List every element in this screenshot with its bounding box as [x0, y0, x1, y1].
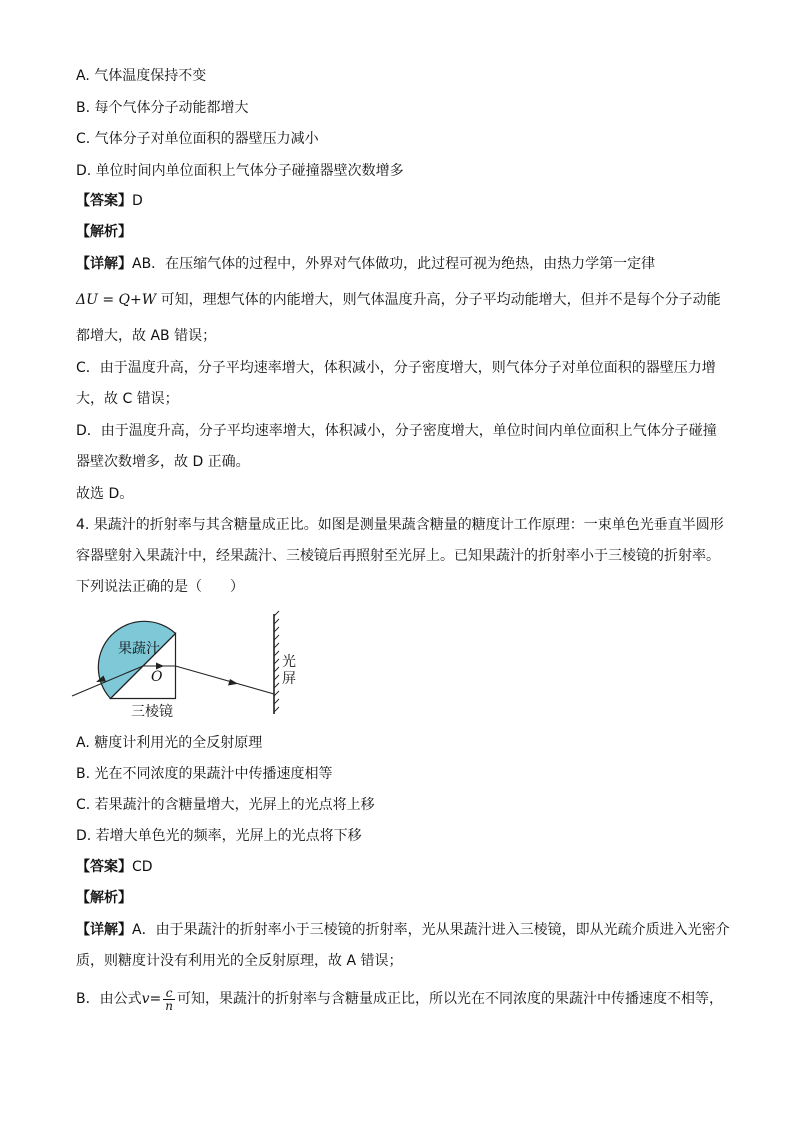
detail-text: B．由公式 — [76, 991, 142, 1007]
center-label-o: O — [151, 669, 163, 685]
q4-option-c: C. 若果蔬汁的含糖量增大，光屏上的光点将上移 — [76, 797, 375, 813]
fraction-denominator: n — [165, 998, 173, 1013]
detail-text: 可知，果蔬汁的折射率与含糖量成正比，所以光在不同浓度的果蔬汁中传播速度不相等， — [177, 991, 723, 1007]
first-law-formula: ΔU = Q+W — [76, 292, 157, 308]
detail-text: 可知，理想气体的内能增大，则气体温度升高，分子平均动能增大，但并不是每个分子动能 — [160, 292, 721, 308]
q4-detail-line-3: B．由公式v= $\frac{c}{n}$ 可知，果蔬汁的折射率与含糖量成正比，所以光在不同浓度的果蔬汁中传播速度不相等， — [76, 985, 723, 1013]
velocity-symbol: v — [141, 991, 150, 1007]
q4-option-b: B. 光在不同浓度的果蔬汁中传播速度相等 — [76, 766, 333, 782]
q3-answer — [76, 191, 143, 211]
detail-tag: 【详解】 — [76, 256, 132, 272]
screen-label-1: 光 — [282, 654, 296, 670]
q4-stem-line-3: 下列说法正确的是（ ） — [76, 579, 244, 595]
q4-analysis-tag: 【解析】 — [76, 890, 132, 906]
q3-detail-line-5: 大，故 C 错误； — [76, 391, 179, 407]
juice-semicircle — [98, 621, 175, 698]
answer-value: CD — [132, 859, 153, 875]
detail-text: A．由于果蔬汁的折射率小于三棱镜的折射率，光从果蔬汁进入三棱镜，即从光疏介质进入光密介 — [132, 922, 730, 938]
answer-tag: 【答案】 — [76, 193, 132, 209]
q3-conclusion: 故选 D。 — [76, 486, 134, 502]
q3-detail-line-4: C．由于温度升高，分子平均速率增大，体积减小，分子密度增大，则气体分子对单位面积的器壁压力增 — [76, 360, 716, 376]
q4-detail-line-2: 质，则糖度计没有利用光的全反射原理，故 A 错误； — [76, 953, 403, 969]
q3-option-a: A. 气体温度保持不变 — [76, 68, 207, 84]
answer-value: D — [132, 193, 143, 209]
fraction-numerator: c — [163, 987, 175, 1000]
q3-detail-line-7: 器壁次数增多，故 D 正确。 — [76, 454, 250, 470]
q4-option-d: D. 若增大单色光的频率，光屏上的光点将下移 — [76, 828, 362, 844]
q3-detail-line-2 — [76, 290, 721, 310]
q3-option-b: B. 每个气体分子动能都增大 — [76, 100, 249, 116]
q3-detail-line-1 — [76, 254, 655, 274]
answer-tag: 【答案】 — [76, 859, 132, 875]
q3-detail-line-3: 都增大，故 AB 错误； — [76, 328, 217, 344]
detail-text: AB．在压缩气体的过程中，外界对气体做功，此过程可视为绝热，由热力学第一定律 — [132, 256, 656, 272]
refractometer-diagram — [66, 610, 306, 722]
q3-analysis-tag: 【解析】 — [76, 224, 132, 240]
q4-stem-line-2: 容器壁射入果蔬汁中，经果蔬汁、三棱镜后再照射至光屏上。已知果蔬汁的折射率小于三棱镜的折射率。 — [76, 548, 720, 564]
q4-option-a: A. 糖度计利用光的全反射原理 — [76, 735, 263, 751]
juice-label: 果蔬汁 — [118, 641, 160, 657]
q4-answer — [76, 857, 153, 877]
detail-tag: 【详解】 — [76, 922, 132, 938]
q3-option-c: C. 气体分子对单位面积的器壁压力减小 — [76, 131, 319, 147]
ray-arrow-3 — [228, 679, 238, 686]
q4-detail-line-1 — [76, 920, 730, 940]
prism-label: 三棱镜 — [131, 704, 173, 720]
q3-detail-line-6: D．由于温度升高，分子平均速率增大，体积减小，分子密度增大，单位时间内单位面积上气体分子碰撞 — [76, 423, 717, 439]
q4-stem-line-1: 4. 果蔬汁的折射率与其含糖量成正比。如图是测量果蔬含糖量的糖度计工作原理：一束单色光垂直半圆形 — [76, 517, 724, 533]
speed-fraction — [163, 987, 175, 1012]
q3-option-d: D. 单位时间内单位面积上气体分子碰撞器壁次数增多 — [76, 163, 404, 179]
screen-label-2: 屏 — [282, 671, 296, 687]
